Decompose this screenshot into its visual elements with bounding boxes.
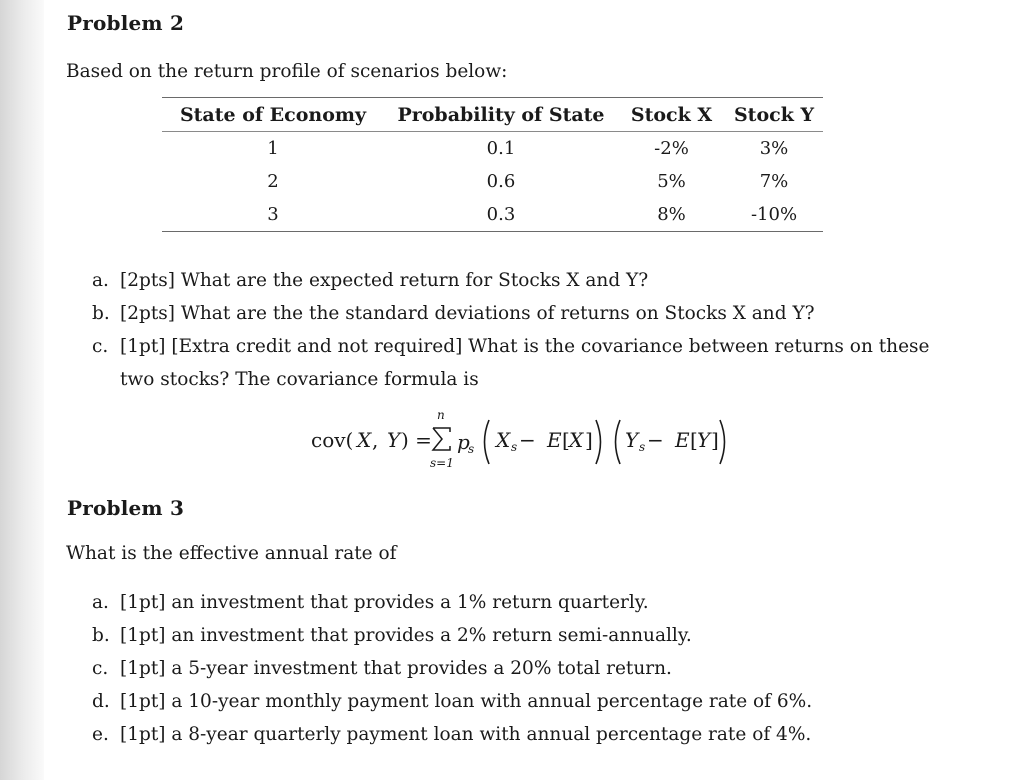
item-text: [1pt] a 10-year monthly payment loan with annual percentage rate of 6%. bbox=[120, 691, 813, 712]
big-close-paren-icon bbox=[593, 418, 607, 466]
list-item bbox=[92, 330, 929, 396]
list-item bbox=[92, 297, 929, 330]
table-cell: 0.3 bbox=[384, 198, 618, 232]
list-item bbox=[92, 685, 812, 718]
list-marker: c. bbox=[92, 336, 109, 357]
table-cell: 8% bbox=[618, 198, 725, 232]
list-item bbox=[92, 619, 812, 652]
list-item bbox=[92, 652, 812, 685]
table-cell: 3% bbox=[759, 138, 789, 159]
header-stock-y: Stock Y bbox=[725, 98, 823, 132]
question-text: [1pt] [Extra credit and not required] What is the covariance between returns on these bbox=[120, 336, 930, 357]
summation-icon bbox=[431, 426, 453, 452]
list-marker: a. bbox=[92, 270, 109, 291]
list-marker: c. bbox=[92, 658, 109, 679]
item-text: [1pt] a 8-year quarterly payment loan with annual percentage rate of 4%. bbox=[120, 724, 812, 745]
formula-close-bracket: ] bbox=[711, 428, 719, 452]
table-cell: 1 bbox=[267, 138, 279, 159]
list-item bbox=[92, 264, 929, 297]
table-cell: 7% bbox=[759, 171, 789, 192]
table-cell: 0.6 bbox=[486, 171, 516, 192]
problem-3-intro: What is the effective annual rate of bbox=[66, 543, 397, 564]
table-row bbox=[162, 132, 823, 166]
table-cell: -2% bbox=[654, 138, 689, 159]
problem-2-questions bbox=[92, 264, 929, 396]
problem-3-heading: Problem 3 bbox=[67, 496, 185, 520]
big-open-paren-icon bbox=[609, 418, 623, 466]
formula-p: p bbox=[457, 430, 470, 454]
formula-open-bracket: [ bbox=[562, 428, 570, 452]
formula-xs-subscript: s bbox=[511, 440, 518, 454]
list-marker: b. bbox=[92, 303, 110, 324]
formula-p-subscript: s bbox=[468, 442, 475, 456]
question-text-continuation: two stocks? The covariance formula is bbox=[120, 369, 479, 390]
formula-e: E bbox=[547, 428, 562, 452]
list-marker: e. bbox=[92, 724, 109, 745]
question-text: [2pts] What are the the standard deviations of returns on Stocks X and Y? bbox=[120, 303, 815, 324]
formula-minus: − bbox=[519, 428, 536, 452]
formula-minus: − bbox=[647, 428, 664, 452]
list-marker: a. bbox=[92, 592, 109, 613]
page-edge-shadow bbox=[0, 0, 44, 780]
formula-close-eq: ) = bbox=[401, 428, 432, 452]
formula-open-bracket: [ bbox=[690, 428, 698, 452]
problem-3-items bbox=[92, 586, 812, 751]
table-cell: 2 bbox=[267, 171, 279, 192]
header-probability-of-state: Probability of State bbox=[384, 98, 618, 132]
formula-ys: Y bbox=[625, 428, 639, 452]
problem-2-heading: Problem 2 bbox=[67, 11, 185, 35]
list-marker: d. bbox=[92, 691, 110, 712]
header-state-of-economy: State of Economy bbox=[162, 98, 384, 132]
formula-e: E bbox=[675, 428, 690, 452]
table-cell: -10% bbox=[725, 198, 823, 232]
formula-y: Y bbox=[387, 428, 401, 452]
covariance-formula bbox=[311, 410, 731, 474]
formula-x-in-expectation: X bbox=[569, 428, 584, 452]
item-text: [1pt] an investment that provides a 1% return quarterly. bbox=[120, 592, 649, 613]
item-text: [1pt] a 5-year investment that provides a 20% total return. bbox=[120, 658, 672, 679]
big-open-paren-icon bbox=[478, 418, 492, 466]
table-header-row bbox=[162, 98, 823, 132]
formula-close-bracket: ] bbox=[585, 428, 593, 452]
item-text: [1pt] an investment that provides a 2% return semi-annually. bbox=[120, 625, 692, 646]
table-cell: 0.1 bbox=[486, 138, 516, 159]
formula-ys-subscript: s bbox=[639, 440, 646, 454]
list-marker: b. bbox=[92, 625, 110, 646]
list-item bbox=[92, 718, 812, 751]
formula-x: X bbox=[357, 428, 372, 452]
table-row bbox=[162, 198, 823, 232]
formula-y-in-expectation: Y bbox=[697, 428, 711, 452]
problem-2-intro: Based on the return profile of scenarios below: bbox=[66, 61, 508, 82]
formula-sum-upper: n bbox=[437, 408, 445, 422]
formula-cov: cov( bbox=[311, 428, 354, 452]
table-cell: 5% bbox=[657, 171, 686, 192]
formula-comma: , bbox=[372, 428, 379, 452]
big-close-paren-icon bbox=[717, 418, 731, 466]
table-row bbox=[162, 165, 823, 198]
return-profile-table bbox=[162, 97, 823, 232]
formula-sum-lower: s=1 bbox=[430, 456, 454, 470]
list-item bbox=[92, 586, 812, 619]
question-text: [2pts] What are the expected return for Stocks X and Y? bbox=[120, 270, 649, 291]
header-stock-x: Stock X bbox=[618, 98, 725, 132]
table-cell: 3 bbox=[162, 198, 384, 232]
formula-xs: X bbox=[496, 428, 511, 452]
